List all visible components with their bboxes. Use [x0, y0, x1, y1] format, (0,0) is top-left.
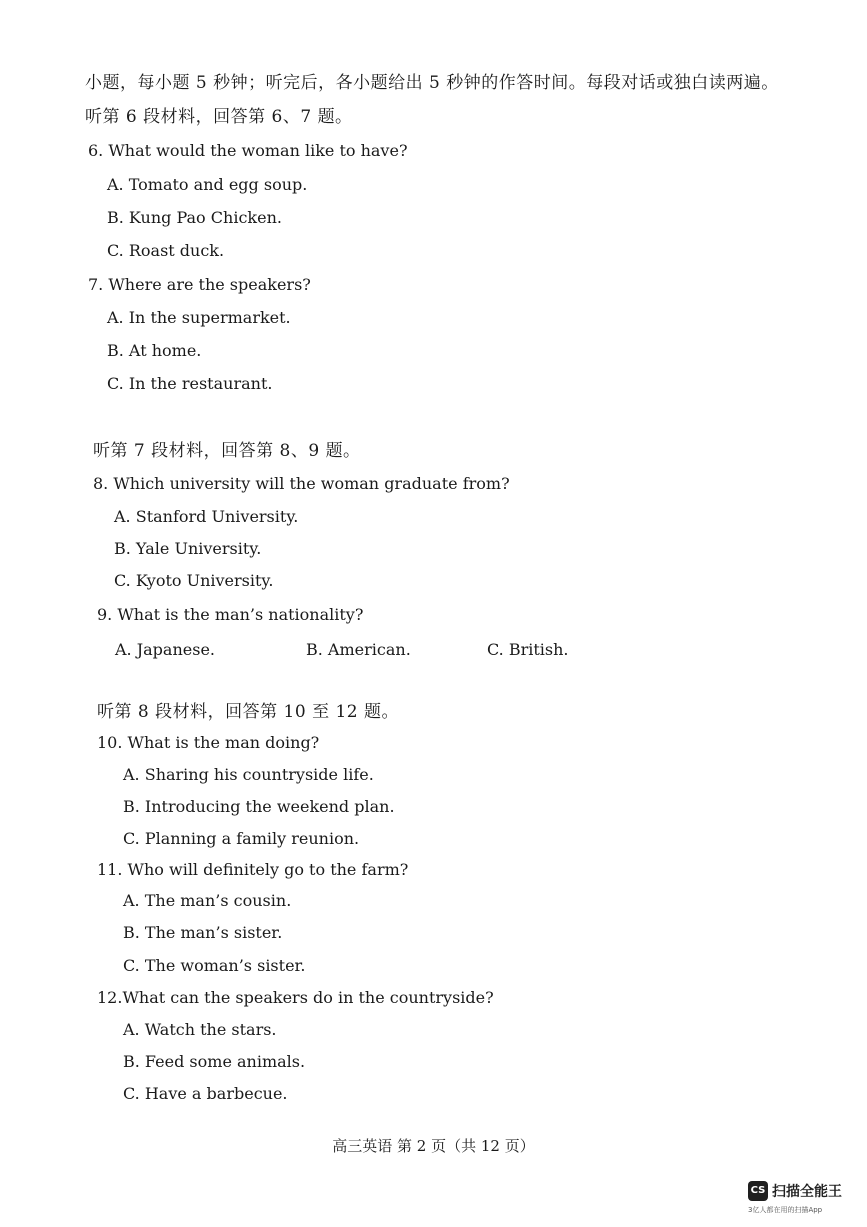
question-7-option-c: C. In the restaurant.: [107, 374, 273, 393]
section-8-heading: 听第 8 段材料，回答第 10 至 12 题。: [97, 702, 400, 722]
question-6-option-b: B. Kung Pao Chicken.: [107, 208, 282, 227]
watermark-tagline: 3亿人都在用的扫描App: [748, 1206, 823, 1214]
question-6-stem: 6. What would the woman like to have?: [88, 141, 408, 160]
question-8-stem: 8. Which university will the woman graduate from?: [93, 474, 510, 493]
instructions-line: 小题，每小题 5 秒钟；听完后，各小题给出 5 秒钟的作答时间。每段对话或独白读两遍。: [85, 73, 779, 93]
question-10-option-c: C. Planning a family reunion.: [123, 829, 360, 848]
question-8-option-b: B. Yale University.: [114, 539, 262, 558]
question-11-option-c: C. The woman’s sister.: [123, 956, 306, 975]
question-9-option-c: C. British.: [487, 640, 569, 659]
question-12-option-a: A. Watch the stars.: [123, 1020, 277, 1039]
question-9-option-a: A. Japanese.: [115, 640, 215, 659]
page-footer: 高三英语 第 2 页（共 12 页）: [332, 1137, 535, 1155]
section-7-heading: 听第 7 段材料，回答第 8、9 题。: [93, 441, 361, 461]
question-6-option-a: A. Tomato and egg soup.: [107, 175, 308, 194]
question-9-option-b: B. American.: [306, 640, 411, 659]
question-12-option-c: C. Have a barbecue.: [123, 1084, 288, 1103]
question-12-stem: 12.What can the speakers do in the countryside?: [97, 988, 494, 1007]
question-7-stem: 7. Where are the speakers?: [88, 275, 311, 294]
question-11-option-b: B. The man’s sister.: [123, 923, 283, 942]
question-8-option-c: C. Kyoto University.: [114, 571, 274, 590]
question-10-stem: 10. What is the man doing?: [97, 733, 320, 752]
question-6-option-c: C. Roast duck.: [107, 241, 225, 260]
camscanner-watermark: [748, 1178, 858, 1218]
question-10-option-a: A. Sharing his countryside life.: [123, 765, 374, 784]
question-7-option-a: A. In the supermarket.: [107, 308, 291, 327]
watermark-app-name: 扫描全能王: [772, 1184, 842, 1200]
question-12-option-b: B. Feed some animals.: [123, 1052, 306, 1071]
section-6-heading: 听第 6 段材料，回答第 6、7 题。: [85, 107, 353, 127]
question-11-option-a: A. The man’s cousin.: [123, 891, 292, 910]
question-10-option-b: B. Introducing the weekend plan.: [123, 797, 395, 816]
question-7-option-b: B. At home.: [107, 341, 202, 360]
camscanner-logo-icon: CS: [748, 1181, 768, 1201]
question-9-stem: 9. What is the man’s nationality?: [97, 605, 364, 624]
question-8-option-a: A. Stanford University.: [114, 507, 299, 526]
question-11-stem: 11. Who will definitely go to the farm?: [97, 860, 409, 879]
